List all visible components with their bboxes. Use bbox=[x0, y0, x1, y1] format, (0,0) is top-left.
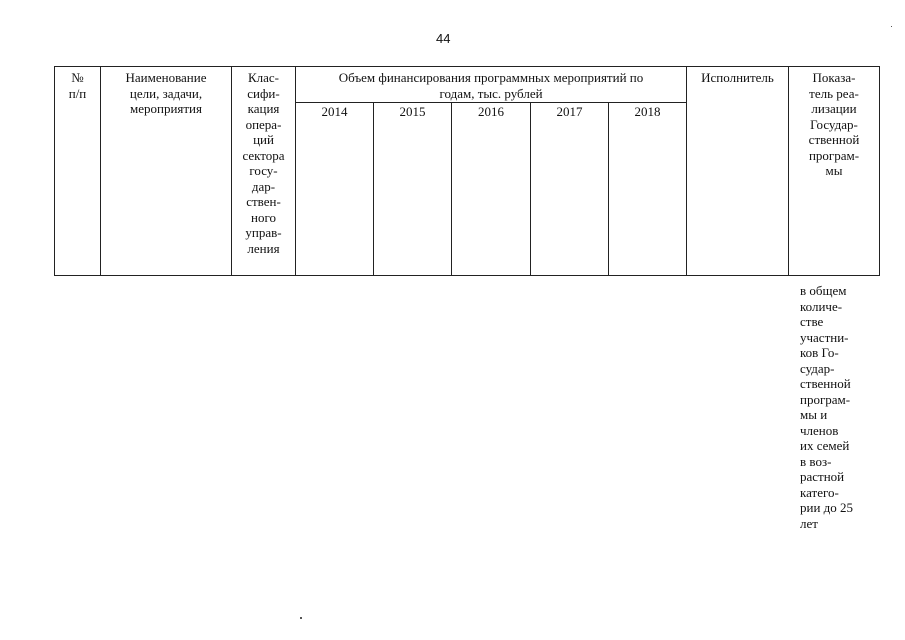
table-bottom-border bbox=[54, 275, 880, 276]
header-classification: Клас- сифи- кация опера- ций сектора госу- дар- ствен- ного управ- ления bbox=[242, 70, 285, 256]
header-indicator: Показа- тель реа- лизации Государ- ственной програм- мы bbox=[808, 70, 860, 178]
funding-subheader-border bbox=[295, 102, 687, 103]
col-border bbox=[451, 102, 452, 276]
scan-speck bbox=[891, 26, 892, 27]
header-funding: Объем финансирования программных мероприятий по годам, тыс. рублей bbox=[338, 70, 644, 101]
page-number: 44 bbox=[436, 31, 451, 46]
header-year-2015: 2015 bbox=[399, 104, 426, 119]
indicator-continuation: в общем количе- стве участни- ков Го- судар- ственной програм- мы и членов их семей в воз- растной катего- рии до 25 лет bbox=[800, 283, 854, 531]
table-top-border bbox=[54, 66, 880, 67]
col-border bbox=[686, 66, 687, 276]
header-year-2017: 2017 bbox=[556, 104, 583, 119]
header-year-2014: 2014 bbox=[321, 104, 348, 119]
header-year-2018: 2018 bbox=[634, 104, 661, 119]
header-executor: Исполнитель bbox=[701, 70, 774, 85]
header-year-2016: 2016 bbox=[478, 104, 504, 119]
col-border bbox=[373, 102, 374, 276]
col-border bbox=[608, 102, 609, 276]
col-border bbox=[879, 66, 880, 276]
header-num: № п/п bbox=[68, 70, 87, 101]
scan-speck bbox=[300, 617, 302, 619]
col-border bbox=[530, 102, 531, 276]
header-name: Наименование цели, задачи, мероприятия bbox=[125, 70, 207, 116]
